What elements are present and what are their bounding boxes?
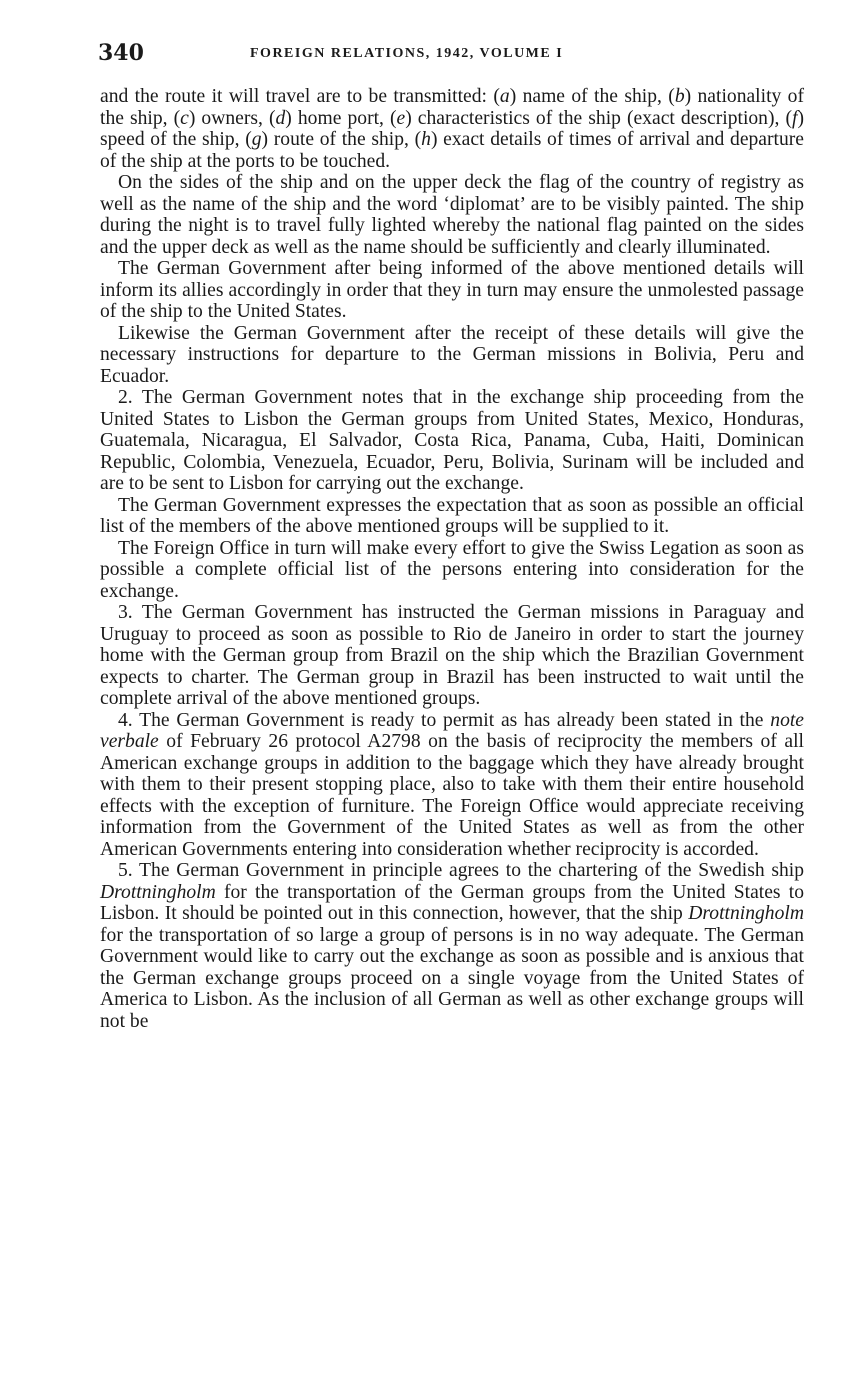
paragraph-text: Likewise the German Government after the receipt of these details will give the necessary instructions for departure to the German missions in Bolivia, Peru and Ecuador.	[100, 322, 804, 387]
italic-text: a	[499, 86, 510, 107]
paragraph-text: 2. The German Government notes that in the exchange ship proceeding from the United States to Lisbon the German groups from United States, Mexico, Honduras, Guatemala, Nicaragua, El Salvador, Costa Rica, Panama, Cuba, Haiti, Dominican Republic, Colombia, Venezuela, Ecuador, Peru, Bolivia, Surinam will be included and are to be sent to Lisbon for carrying out the exchange.	[100, 387, 804, 494]
page-header	[100, 40, 804, 74]
paragraph-text: ) exact details of times of arrival and departure of the ship at the ports to be touched.	[100, 129, 804, 172]
paragraph-text: ) nationality of the ship, (	[100, 86, 805, 129]
paragraph-text: The German Government expresses the expectation that as soon as possible an official list of the members of the above mentioned groups will be supplied to it.	[100, 494, 804, 537]
paragraph-text: 5. The German Government in principle agrees to the chartering of the Swedish ship	[118, 860, 804, 881]
italic-text: b	[674, 86, 685, 107]
paragraph	[100, 323, 804, 388]
italic-text: h	[421, 129, 431, 150]
paragraph-text: ) route of the ship, (	[261, 129, 422, 150]
paragraph	[100, 710, 804, 861]
paragraph	[100, 387, 804, 495]
paragraph	[100, 172, 804, 258]
paragraph-text: ) home port, (	[285, 107, 397, 129]
page-number: 340	[98, 40, 144, 66]
paragraph-text: for the transportation of the German groups from the United States to Lisbon. It should be pointed out in this connection, however, that the ship	[100, 881, 804, 924]
body-text	[100, 86, 804, 1032]
italic-text: note verbale	[100, 709, 804, 752]
paragraph-text: 3. The German Government has instructed the German missions in Paraguay and Uruguay to proceed as soon as possible to Rio de Janeiro in order to start the journey home with the German group from Brazil on the ship which the Brazilian Government expects to charter. The German group in Brazil has been instructed to wait until the complete arrival of the above mentioned groups.	[100, 602, 804, 709]
paragraph	[100, 860, 804, 1032]
paragraph	[100, 86, 804, 172]
paragraph-text: of February 26 protocol A2798 on the basis of reciprocity the members of all American exchange groups in addition to the baggage which they have already brought with them to their present stopping place, also to take with them their entire household effects with the exception of furniture. The Foreign Office would appreciate receiving information from the Government of the United States as well as from the other American Governments entering into consideration whether reciprocity is accorded.	[100, 731, 804, 860]
paragraph	[100, 538, 804, 603]
paragraph	[100, 495, 804, 538]
paragraph	[100, 602, 804, 710]
italic-text: Drottningholm	[100, 881, 216, 903]
italic-text: d	[275, 107, 286, 129]
paragraph-text: The German Government after being informed of the above mentioned details will inform its allies accordingly in order that they in turn may ensure the unmolested passage of the ship to the United States.	[100, 258, 804, 322]
italic-text: c	[180, 107, 189, 129]
document-page	[100, 40, 804, 1032]
paragraph-text: The Foreign Office in turn will make every effort to give the Swiss Legation as soon as possible a complete official list of the persons entering into consideration for the exchange.	[100, 537, 804, 602]
paragraph-text: ) owners, (	[188, 107, 276, 129]
paragraph-text: On the sides of the ship and on the upper deck the flag of the country of registry as well as the name of the ship and the word ‘diplomat’ are to be visibly painted. The ship during the night is to travel fully lighted whereby the national flag painted on the sides and the upper deck as well as the name should be sufficiently and clearly illuminated.	[100, 172, 804, 258]
italic-text: g	[251, 129, 262, 150]
paragraph-text: ) name of the ship, (	[509, 86, 675, 107]
paragraph-text: ) characteristics of the ship (exact description), (	[405, 107, 792, 129]
italic-text: e	[396, 107, 406, 129]
paragraph-text: for the transportation of so large a group of persons is in no way adequate. The German Government would like to carry out the exchange as soon as possible and is anxious that the German exchange groups proceed on a single voyage from the United States of America to Lisbon. As the inclusion of all German as well as other exchange groups will not be	[100, 924, 804, 1032]
running-head: FOREIGN RELATIONS, 1942, VOLUME I	[250, 46, 564, 61]
paragraph	[100, 258, 804, 323]
paragraph-text: 4. The German Government is ready to permit as has already been stated in the	[118, 709, 771, 731]
italic-text: f	[792, 107, 798, 129]
paragraph-text: ) speed of the ship, (	[100, 107, 804, 150]
paragraph-text: and the route it will travel are to be transmitted: (	[100, 86, 500, 107]
italic-text: Drottningholm	[688, 903, 804, 924]
